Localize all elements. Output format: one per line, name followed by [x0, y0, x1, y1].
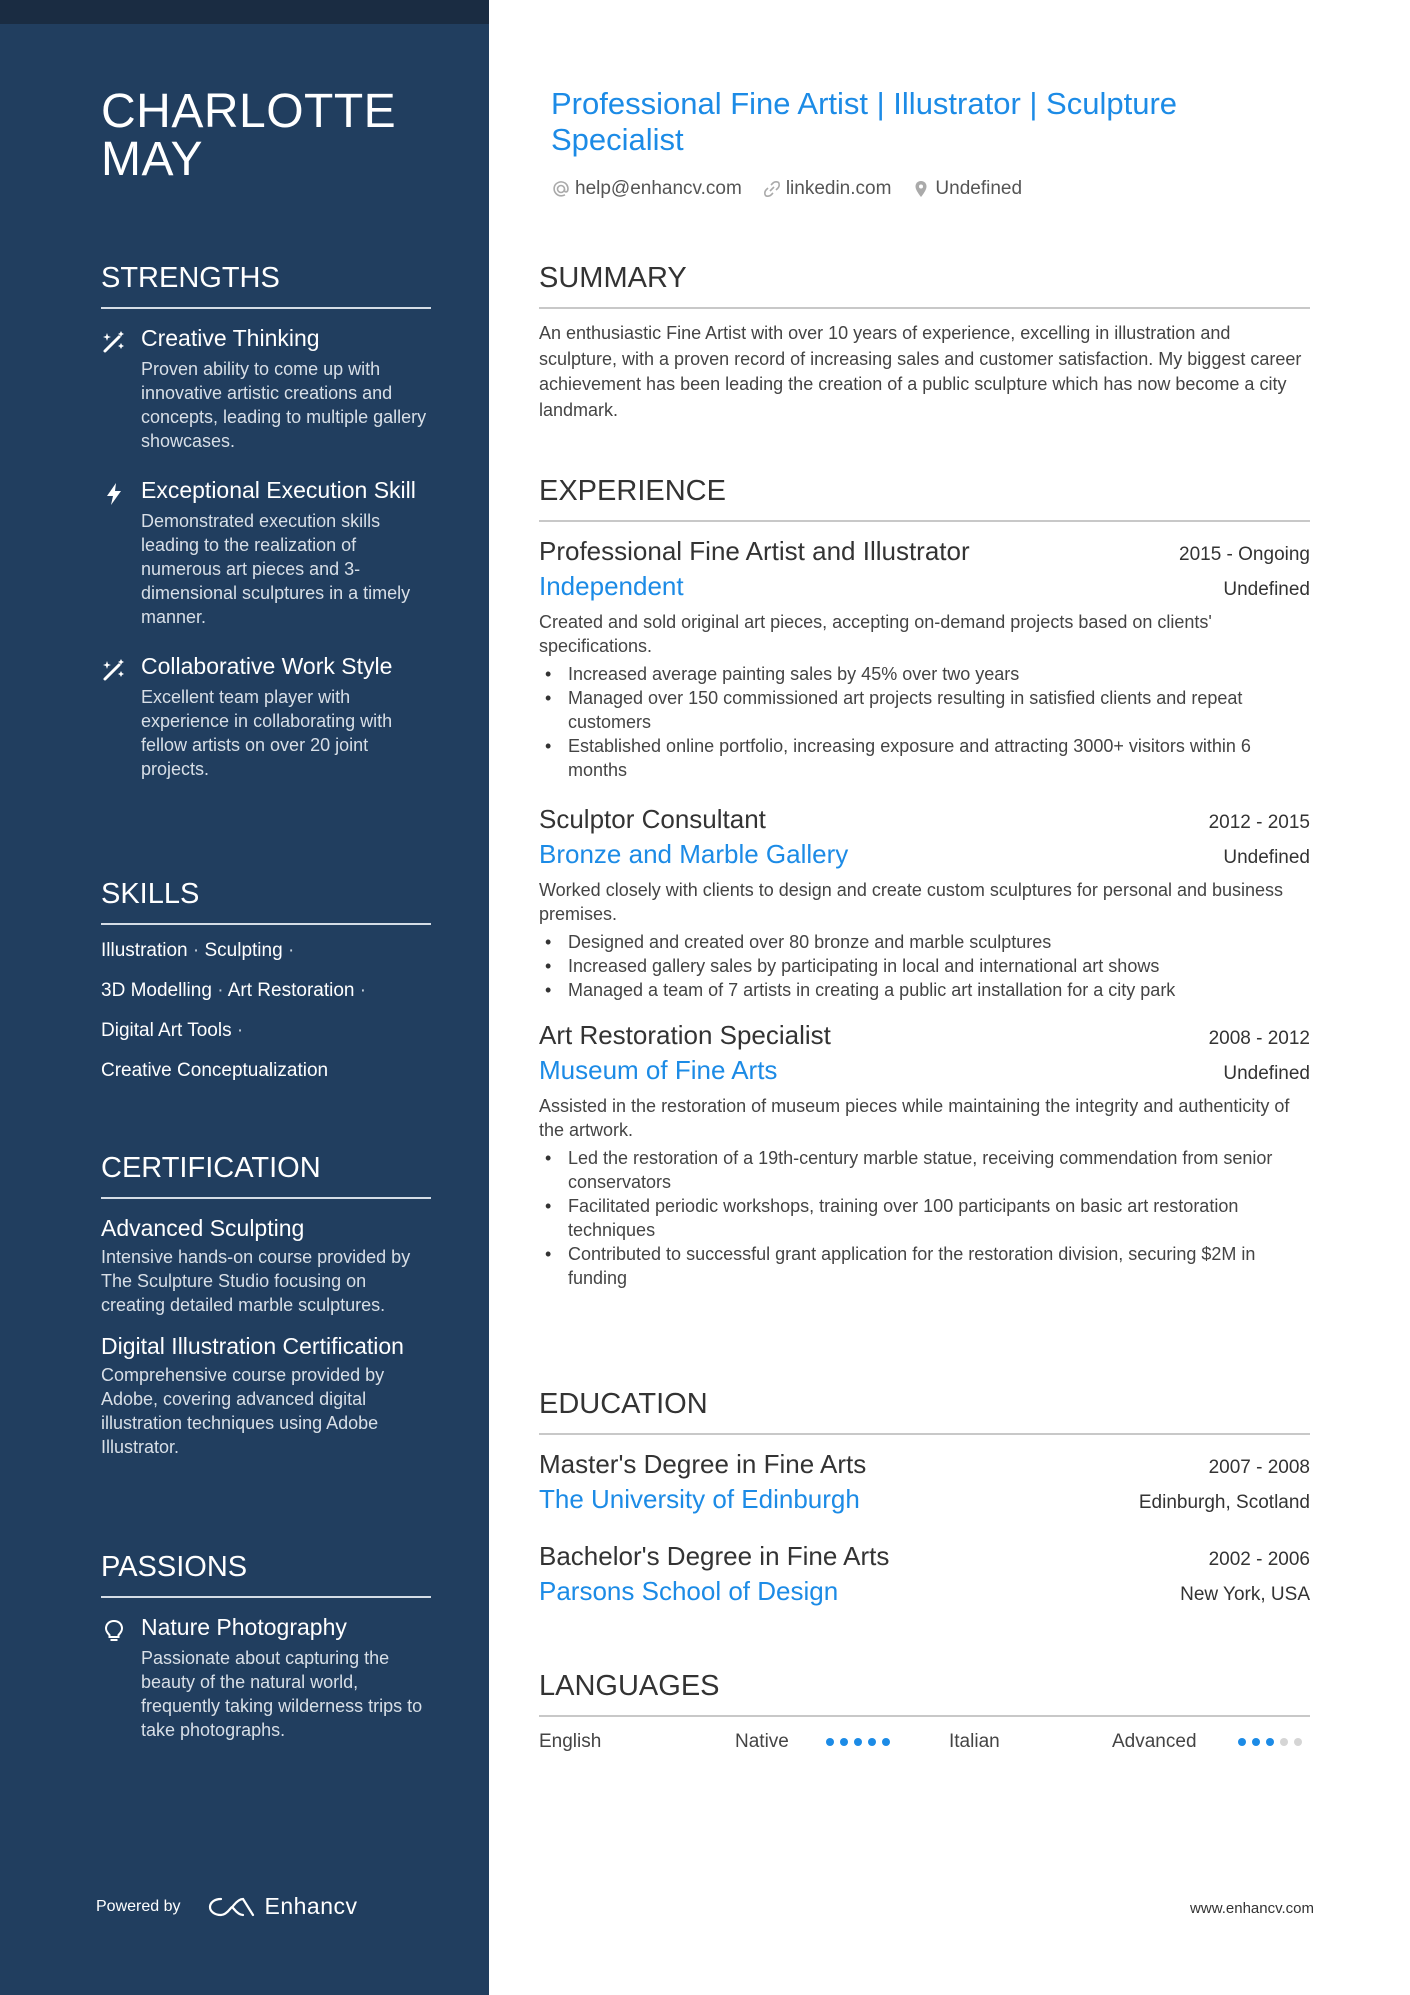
linkedin-contact[interactable]	[762, 178, 892, 200]
education-entry	[539, 1539, 1310, 1609]
job-entry	[539, 1018, 1310, 1290]
languages-section	[539, 1669, 1310, 1753]
job-entry	[539, 802, 1310, 1002]
job-company: Museum of Fine Arts	[539, 1055, 778, 1085]
strengths-section	[101, 261, 431, 781]
rating-dot-filled	[882, 1738, 890, 1746]
summary-text: An enthusiastic Fine Artist with over 10 years of experience, excelling in illustration and sculpture, with a proven record of increasing sales and customer satisfaction. My biggest career achievement has been leading the creation of a public sculpture which has now become a city landmark.	[539, 323, 1302, 420]
powered-by-label: Powered by	[96, 1897, 181, 1915]
languages-row	[539, 1731, 1310, 1753]
strengths-heading: STRENGTHS	[101, 261, 431, 309]
rating-dot-filled	[826, 1738, 834, 1746]
skill-item: Sculpting	[204, 940, 283, 961]
lightning-icon	[101, 481, 127, 507]
passion-item	[101, 1612, 431, 1742]
link-icon	[762, 179, 782, 199]
first-name: CHARLOTTE	[101, 85, 397, 138]
skill-item: Creative Conceptualization	[101, 1060, 329, 1081]
school: The University of Edinburgh	[539, 1484, 860, 1514]
skill-item: 3D Modelling	[101, 980, 212, 1001]
achievement-item: • Increased average painting sales by 45% over two years	[539, 662, 1310, 686]
rating-dot-empty	[1294, 1738, 1302, 1746]
job-entry	[539, 534, 1310, 782]
footer-url[interactable]: www.enhancv.com	[1190, 1900, 1314, 1917]
skill-item: Art Restoration	[227, 980, 355, 1001]
school: Parsons School of Design	[539, 1576, 839, 1606]
strength-description: Demonstrated execution skills leading to the realization of numerous art pieces and 3-dimensional sculptures in a timely manner.	[141, 511, 411, 627]
achievement-item: • Facilitated periodic workshops, training over 100 participants on basic art restoration techniques	[539, 1194, 1310, 1242]
rating-dot-filled	[854, 1738, 862, 1746]
skill-separator: ·	[192, 940, 200, 961]
certification-title: Digital Illustration Certification	[101, 1333, 404, 1359]
strength-item	[101, 651, 431, 781]
job-achievements	[539, 662, 1310, 782]
skill-separator: ·	[359, 980, 367, 1001]
language-rating	[1238, 1738, 1308, 1746]
achievement-item: • Increased gallery sales by participating in local and international art shows	[539, 954, 1310, 978]
education-section	[539, 1387, 1310, 1609]
certification-heading: CERTIFICATION	[101, 1151, 431, 1199]
language-name: English	[539, 1731, 602, 1752]
email-contact[interactable]	[551, 178, 742, 200]
skills-row	[101, 1019, 431, 1043]
powered-by	[96, 1893, 358, 1920]
strength-item	[101, 475, 431, 629]
achievement-item: • Contributed to successful grant application for the restoration division, securing $2M in funding	[539, 1242, 1310, 1290]
enhancv-brand[interactable]: Enhancv	[264, 1893, 358, 1919]
at-icon	[551, 179, 571, 199]
linkedin-text[interactable]: linkedin.com	[785, 178, 892, 199]
certification-title: Advanced Sculpting	[101, 1215, 305, 1241]
location-pin-icon	[911, 179, 931, 199]
last-name: MAY	[101, 133, 203, 186]
achievement-item: • Designed and created over 80 bronze and marble sculptures	[539, 930, 1310, 954]
magic-wand-icon	[101, 657, 127, 683]
certification-section	[101, 1151, 431, 1471]
rating-dot-filled	[1252, 1738, 1260, 1746]
strength-title: Exceptional Execution Skill	[141, 477, 416, 503]
rating-dot-filled	[840, 1738, 848, 1746]
skill-separator: ·	[217, 980, 224, 1001]
achievement-item: • Led the restoration of a 19th-century marble statue, receiving commendation from senior conservators	[539, 1146, 1310, 1194]
enhancv-logo-icon[interactable]	[207, 1894, 257, 1920]
lightbulb-icon	[101, 1618, 127, 1644]
sidebar	[0, 0, 489, 1995]
education-entry	[539, 1447, 1310, 1517]
skill-item: Illustration	[101, 940, 188, 961]
location-text: Undefined	[935, 178, 1023, 199]
language-name: Italian	[949, 1731, 1000, 1752]
job-dates: 2015 - Ongoing	[1179, 544, 1310, 565]
skills-heading: SKILLS	[101, 877, 431, 925]
certification-description: Comprehensive course provided by Adobe, covering advanced digital illustration techniques using Adobe Illustrator.	[101, 1365, 385, 1457]
job-dates: 2012 - 2015	[1208, 812, 1310, 833]
education-heading: EDUCATION	[539, 1387, 1310, 1435]
job-description: Created and sold original art pieces, accepting on-demand projects based on clients' specifications.	[539, 612, 1212, 656]
rating-dot-filled	[1238, 1738, 1246, 1746]
language-rating	[826, 1738, 949, 1746]
candidate-name	[101, 85, 431, 186]
passions-heading: PASSIONS	[101, 1550, 431, 1598]
languages-heading: LANGUAGES	[539, 1669, 1310, 1717]
experience-heading: EXPERIENCE	[539, 474, 1310, 522]
email-text[interactable]: help@enhancv.com	[575, 178, 742, 199]
job-location: Undefined	[1223, 1063, 1310, 1084]
job-company: Bronze and Marble Gallery	[539, 839, 849, 869]
strength-title: Creative Thinking	[141, 325, 320, 351]
rating-dot-empty	[1280, 1738, 1288, 1746]
sidebar-top-bar	[0, 0, 489, 24]
contact-bar	[551, 178, 1042, 200]
skill-item: Digital Art Tools	[101, 1020, 232, 1041]
passion-description: Passionate about capturing the beauty of the natural world, frequently taking wilderness trips to take photographs.	[141, 1648, 423, 1740]
achievement-item: • Established online portfolio, increasing exposure and attracting 3000+ visitors within 6 months	[539, 734, 1310, 782]
experience-section	[539, 474, 1310, 1290]
location-contact	[911, 178, 1022, 200]
skills-row	[101, 939, 431, 963]
education-location: New York, USA	[1180, 1584, 1310, 1605]
job-company: Independent	[539, 571, 684, 601]
job-description: Assisted in the restoration of museum pieces while maintaining the integrity and authenticity of the artwork.	[539, 1096, 1290, 1140]
skill-separator: ·	[287, 940, 295, 961]
job-title: Art Restoration Specialist	[539, 1020, 831, 1050]
education-dates: 2007 - 2008	[1208, 1457, 1310, 1478]
job-title: Sculptor Consultant	[539, 804, 766, 834]
job-dates: 2008 - 2012	[1208, 1028, 1310, 1049]
job-location: Undefined	[1223, 847, 1310, 868]
headline: Professional Fine Artist | Illustrator | Sculpture Specialist	[551, 86, 1178, 157]
rating-dot-filled	[1266, 1738, 1274, 1746]
strength-description: Proven ability to come up with innovative artistic creations and concepts, leading to multiple gallery showcases.	[141, 359, 427, 451]
job-location: Undefined	[1223, 579, 1310, 600]
job-title: Professional Fine Artist and Illustrator	[539, 536, 970, 566]
education-location: Edinburgh, Scotland	[1138, 1492, 1310, 1513]
magic-wand-icon	[101, 329, 127, 355]
strength-title: Collaborative Work Style	[141, 653, 393, 679]
skills-section	[101, 877, 431, 1099]
language-level: Advanced	[1112, 1731, 1197, 1752]
certification-description: Intensive hands-on course provided by The Sculpture Studio focusing on creating detailed marble sculptures.	[101, 1247, 411, 1315]
summary-section	[539, 261, 1310, 423]
strength-item	[101, 323, 431, 453]
skills-row	[101, 1059, 431, 1083]
passions-section	[101, 1550, 431, 1742]
degree: Bachelor's Degree in Fine Arts	[539, 1541, 890, 1571]
skills-list	[101, 939, 431, 1083]
job-description: Worked closely with clients to design and create custom sculptures for personal and business premises.	[539, 880, 1284, 924]
strength-description: Excellent team player with experience in collaborating with fellow artists on over 20 joint projects.	[141, 687, 393, 779]
education-dates: 2002 - 2006	[1208, 1549, 1310, 1570]
rating-dot-filled	[868, 1738, 876, 1746]
achievement-item: • Managed over 150 commissioned art projects resulting in satisfied clients and repeat customers	[539, 686, 1310, 734]
passion-title: Nature Photography	[141, 1614, 347, 1640]
job-achievements	[539, 1146, 1310, 1290]
skills-row	[101, 979, 431, 1003]
summary-heading: SUMMARY	[539, 261, 1310, 309]
degree: Master's Degree in Fine Arts	[539, 1449, 867, 1479]
job-achievements	[539, 930, 1310, 1002]
achievement-item: • Managed a team of 7 artists in creating a public art installation for a city park	[539, 978, 1310, 1002]
language-level: Native	[735, 1731, 789, 1752]
skill-separator: ·	[236, 1020, 244, 1041]
